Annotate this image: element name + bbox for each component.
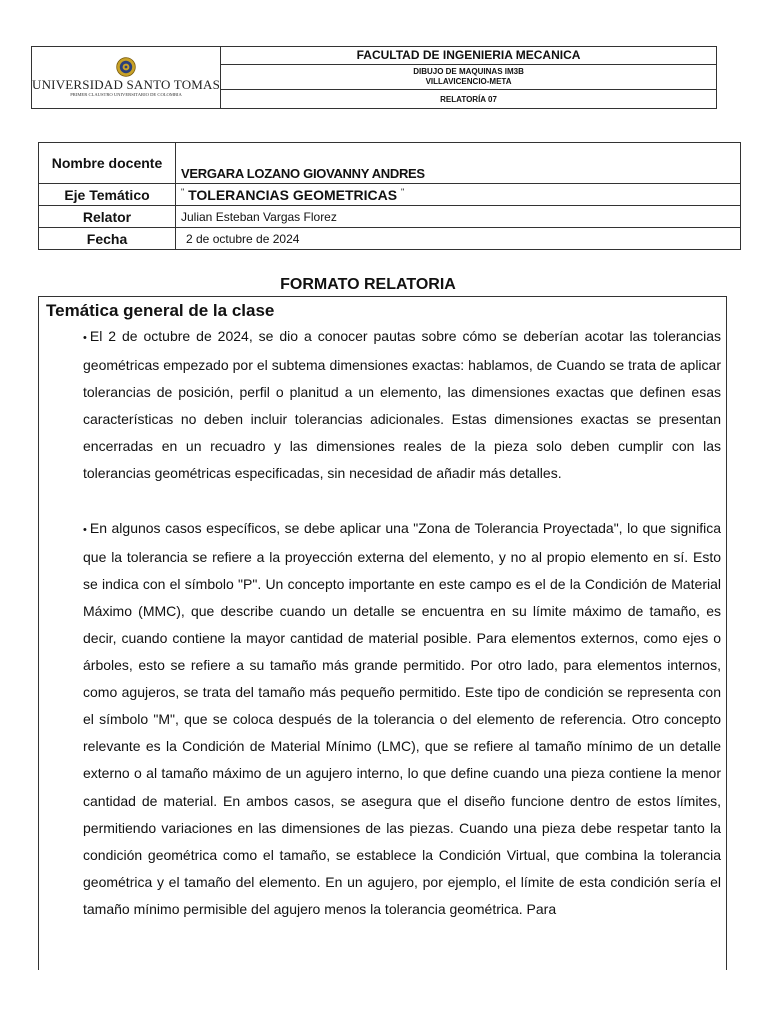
document-header — [31, 46, 717, 109]
course-name: DIBUJO DE MAQUINAS IM3B — [413, 67, 524, 76]
content-box — [38, 296, 727, 970]
section-title: Temática general de la clase — [46, 301, 275, 320]
docente-value: VERGARA LOZANO GIOVANNY ANDRES — [176, 143, 741, 184]
bullet-icon: • — [83, 523, 87, 536]
info-row-relator — [39, 206, 741, 228]
info-row-eje — [39, 184, 741, 206]
info-table — [38, 142, 741, 250]
bullet-icon: • — [83, 332, 87, 344]
university-name: UNIVERSIDAD SANTO TOMAS — [32, 77, 221, 92]
course-location: VILLAVICENCIO-META — [425, 77, 512, 86]
eje-cell: " TOLERANCIAS GEOMETRICAS " — [176, 184, 741, 206]
docente-label: Nombre docente — [39, 143, 176, 184]
eje-label: Eje Temático — [39, 184, 176, 206]
paragraph — [83, 323, 721, 488]
university-logo-cell — [32, 47, 221, 109]
eje-value: TOLERANCIAS GEOMETRICAS — [188, 186, 398, 203]
relator-value: Julian Esteban Vargas Florez — [176, 206, 741, 228]
relator-label: Relator — [39, 206, 176, 228]
fecha-label: Fecha — [39, 228, 176, 250]
info-row-fecha — [39, 228, 741, 250]
fecha-value: 2 de octubre de 2024 — [176, 228, 741, 250]
paragraph-text: El 2 de octubre de 2024, se dio a conocer pautas sobre cómo se deberían acotar las tolerancias geométricas empezado por el subtema dimensiones exactas: hablamos, de Cuando se trata de aplicar tolerancias de posición, perfil o planitud a un elemento, las dimensiones exactas que definen esas características no deben incluir tolerancias adicionales. Estas dimensiones exactas se presentan encerradas en un recuadro y las dimensiones reales de la pieza solo deben cumplir con las tolerancias geométricas especificadas, sin necesidad de añadir más detalles. — [83, 328, 721, 482]
university-subtitle: PRIMER CLAUSTRO UNIVERSITARIO DE COLOMBIA — [70, 92, 182, 97]
paragraph-text: En algunos casos específicos, se debe aplicar una "Zona de Tolerancia Proyectada", lo que significa que la tolerancia se refiere a la proyección externa del elemento, y no al propio elemento en sí. Esto se indica con el símbolo "P". Un concepto importante en este campo es el de la Condición de Material Máximo (MMC), que describe cuando un detalle se encuentra en su límite máximo de tamaño, es decir, cuando contiene la mayor cantidad de material posible. Para elementos externos, como ejes o árboles, esto se refiere a su tamaño más grande permitido. Por otro lado, para elementos internos, como agujeros, se trata del tamaño más pequeño permitido. Este tipo de condición se representa con el símbolo "M", que se coloca después de la tolerancia o del elemento de referencia. Otro concepto relevante es la Condición de Material Mínimo (LMC), que se refiere al tamaño mínimo de un detalle externo o al tamaño máximo de un agujero interno, lo que define cuando una pieza contiene la menor cantidad de material. En ambos casos, se asegura que el diseño funcione dentro de estos límites, permitiendo variaciones en las dimensiones de las piezas. Cuando una pieza debe respetar tanto la condición geométrica como el tamaño, se establece la Condición Virtual, que combina la tolerancia geométrica y el tamaño del elemento. En un agujero, por ejemplo, el límite de esta condición sería el tamaño mínimo permisible del agujero menos la tolerancia geométrica. Para — [83, 519, 721, 917]
faculty-title: FACULTAD DE INGENIERIA MECANICA — [221, 47, 717, 65]
info-row-docente — [39, 143, 741, 184]
report-number: RELATORÍA 07 — [221, 90, 717, 109]
format-title: FORMATO RELATORIA — [280, 276, 456, 293]
university-seal-icon — [116, 57, 136, 77]
course-cell — [221, 65, 717, 90]
paragraph — [83, 515, 721, 923]
